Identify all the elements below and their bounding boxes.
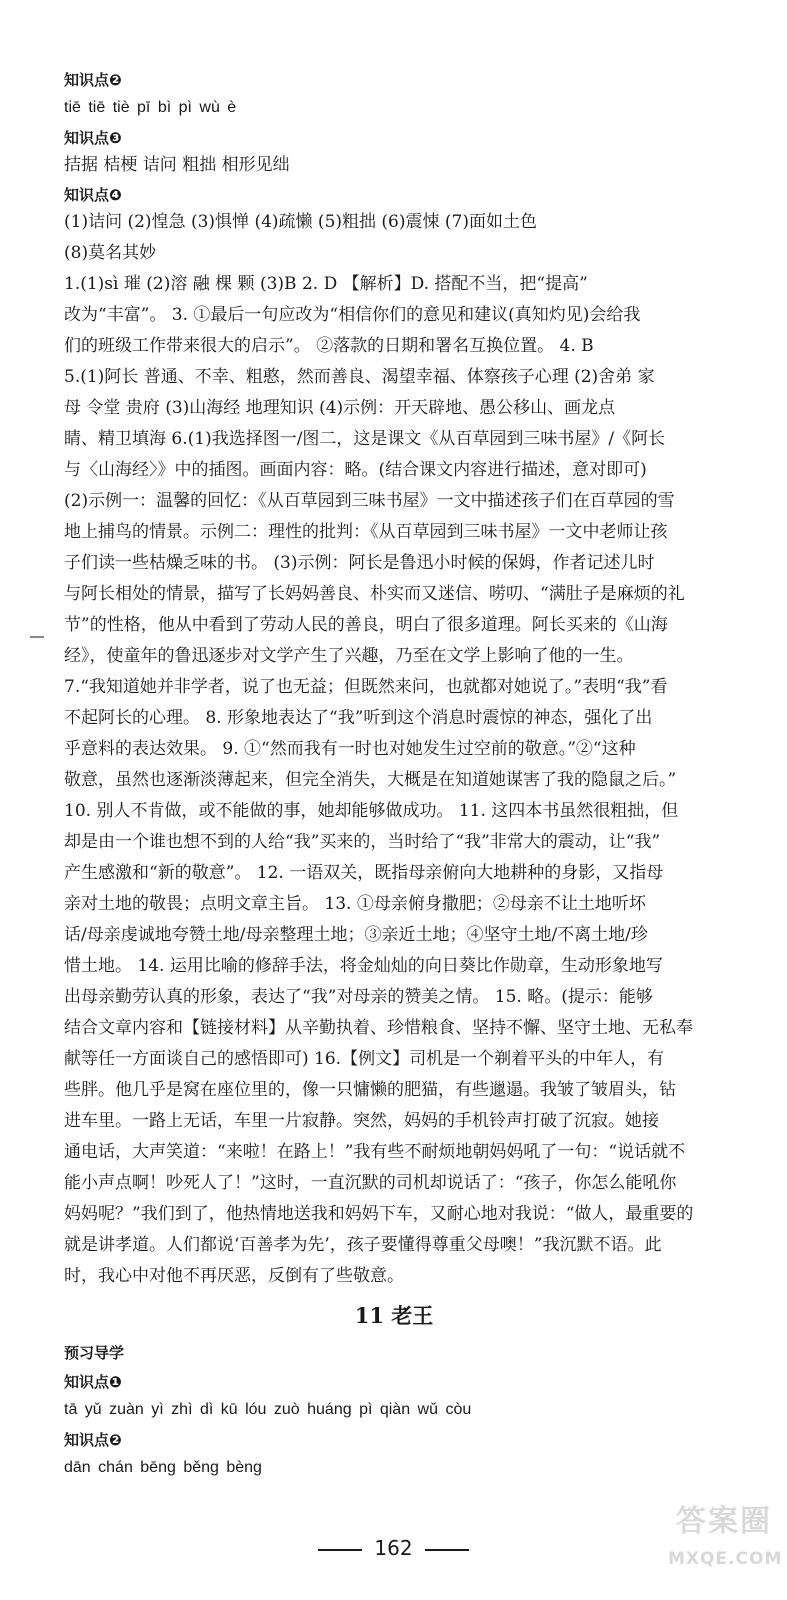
answer-line: (2)示例一：温馨的回忆：《从百草园到三味书屋》一文中描述孩子们在百草园的雪 [64, 491, 675, 511]
lesson-11-knowledge-point-1-heading: 知识点❶ [64, 1373, 122, 1391]
answer-line: 10. 别人不肯做，或不能做的事，她却能够做成功。 11. 这四本书虽然很粗拙，但 [64, 801, 679, 821]
answer-line: 献等任一方面谈自己的感悟即可) 16.【例文】司机是一个剃着平头的中年人，有 [64, 1049, 665, 1069]
answer-line: 不起阿长的心理。 8. 形象地表达了“我”听到这个消息时震惊的神态，强化了出 [64, 708, 653, 728]
knowledge-point-3-words: 拮据 桔梗 诘问 粗拙 相形见绌 [64, 155, 290, 175]
section-label: 预习导学 [64, 1344, 125, 1362]
watermark-text: 答案圈 [676, 1504, 772, 1539]
answer-line: 话/母亲虔诚地夸赞土地/母亲整理土地；③亲近土地；④坚守土地/不离土地/珍 [64, 925, 648, 945]
answer-line: 惜土地。 14. 运用比喻的修辞手法，将金灿灿的向日葵比作勋章，生动形象地写 [64, 956, 663, 976]
answer-line: 时，我心中对他不再厌恶，反倒有了些敬意。 [64, 1266, 404, 1286]
knowledge-point-2-pinyin: tiē tiē tiè pī bì pì wù è [64, 99, 237, 116]
answer-line: 却是由一个谁也想不到的人给“我”买来的，当时给了“我”非常大的震动，让“我” [64, 832, 661, 852]
knowledge-point-2-heading: 知识点❷ [64, 71, 122, 89]
knowledge-point-3-heading: 知识点❸ [64, 129, 122, 147]
answer-line: 妈妈呢？”我们到了，他热情地送我和妈妈下车，又耐心地对我说：“做人，最重要的 [64, 1204, 694, 1224]
footer-dash-left [318, 1549, 362, 1551]
watermark-url: MXQE.COM [668, 1549, 783, 1569]
lesson-11-knowledge-point-1-pinyin: tā yǔ zuàn yì zhì dì kū lóu zuò huáng pì qiàn wǔ còu [64, 1401, 472, 1418]
knowledge-point-4-line-2: (8)莫名其妙 [64, 243, 157, 263]
answer-line: 们的班级工作带来很大的启示”。 ②落款的日期和署名互换位置。 4. B [64, 336, 594, 356]
answer-line: 产生感激和“新的敬意”。 12. 一语双关，既指母亲俯向大地耕种的身影，又指母 [64, 863, 664, 883]
answer-line: 些胖。他几乎是窝在座位里的，像一只慵懒的肥猫，有些邋遢。我皱了皱眉头，钻 [64, 1080, 676, 1100]
answer-line: 乎意料的表达效果。 9. ①“然而我有一时也对她发生过空前的敬意。”②“这种 [64, 739, 636, 759]
answer-line: 5.(1)阿长 普通、不幸、粗憨，然而善良、渴望幸福、体察孩子心理 (2)舍弟 家 [64, 367, 655, 387]
answer-line: 进车里。一路上无话，车里一片寂静。突然，妈妈的手机铃声打破了沉寂。她接 [64, 1111, 659, 1131]
answer-line: 改为“丰富”。 3. ①最后一句应改为“相信你们的意见和建议(真知灼见)会给我 [64, 305, 641, 325]
answer-line: 睛、精卫填海 6.(1)我选择图一/图二，这是课文《从百草园到三味书屋》/《阿长 [64, 429, 666, 449]
margin-mark [30, 636, 44, 638]
answer-line: 节”的性格，他从中看到了劳动人民的善良，明白了很多道理。阿长买来的《山海 [64, 615, 668, 635]
answer-line: 通电话，大声笑道：“来啦！在路上！”我有些不耐烦地朝妈妈吼了一句：“说话就不 [64, 1142, 686, 1162]
answer-block [64, 269, 724, 1292]
answer-line: 能小声点啊！吵死人了！”这时，一直沉默的司机却说话了：“孩子，你怎么能吼你 [64, 1173, 677, 1193]
answer-line: 7.“我知道她并非学者，说了也无益；但既然来问，也就都对她说了。”表明“我”看 [64, 677, 668, 697]
answer-line: 母 令堂 贵府 (3)山海经 地理知识 (4)示例：开天辟地、愚公移山、画龙点 [64, 398, 616, 418]
lesson-11-knowledge-point-2-pinyin: dān chán bēng běng bèng [64, 1459, 262, 1476]
footer-dash-right [425, 1549, 469, 1551]
answer-line: 与〈山海经〉》中的插图。画面内容：略。(结合课文内容进行描述，意对即可) [64, 460, 647, 480]
answer-line: 1.(1)sì 璀 (2)溶 融 棵 颗 (3)B 2. D 【解析】D. 搭配不当，把“提高” [64, 274, 588, 294]
answer-line: 地上捕鸟的情景。示例二：理性的批判：《从百草园到三味书屋》一文中老师让孩 [64, 522, 668, 542]
answer-line: 子们读一些枯燥乏味的书。 (3)示例：阿长是鲁迅小时候的保姆，作者记述儿时 [64, 553, 655, 573]
answer-line: 与阿长相处的情景，描写了长妈妈善良、朴实而又迷信、唠叨、“满肚子是麻烦的礼 [64, 584, 685, 604]
answer-line: 敬意，虽然也逐渐淡薄起来，但完全消失，大概是在知道她谋害了我的隐鼠之后。” [64, 770, 677, 790]
answer-line: 出母亲勤劳认真的形象，表达了“我”对母亲的赞美之情。 15. 略。(提示：能够 [64, 987, 653, 1007]
answer-line: 亲对土地的敬畏；点明文章主旨。 13. ①母亲俯身撒肥；②母亲不让土地听坏 [64, 894, 646, 914]
watermark-logo [668, 1500, 783, 1596]
page-number: 162 [374, 1536, 413, 1560]
knowledge-point-4-line-1: (1)诘问 (2)惶急 (3)惧惮 (4)疏懒 (5)粗拙 (6)震悚 (7)面如土色 [64, 212, 537, 232]
knowledge-point-4-heading: 知识点❹ [64, 186, 122, 204]
answer-line: 就是讲孝道。人们都说‘百善孝为先’，孩子要懂得尊重父母噢！”我沉默不语。此 [64, 1235, 662, 1255]
lesson-11-knowledge-point-2-heading: 知识点❷ [64, 1431, 122, 1449]
answer-line: 经》，使童年的鲁迅逐步对文学产生了兴趣，乃至在文学上影响了他的一生。 [64, 646, 634, 666]
answer-page [64, 66, 724, 1484]
answer-line: 结合文章内容和【链接材料】从辛勤执着、珍惜粮食、坚持不懈、坚守土地、无私奉 [64, 1018, 693, 1038]
lesson-title: 11 老王 [354, 1303, 434, 1328]
